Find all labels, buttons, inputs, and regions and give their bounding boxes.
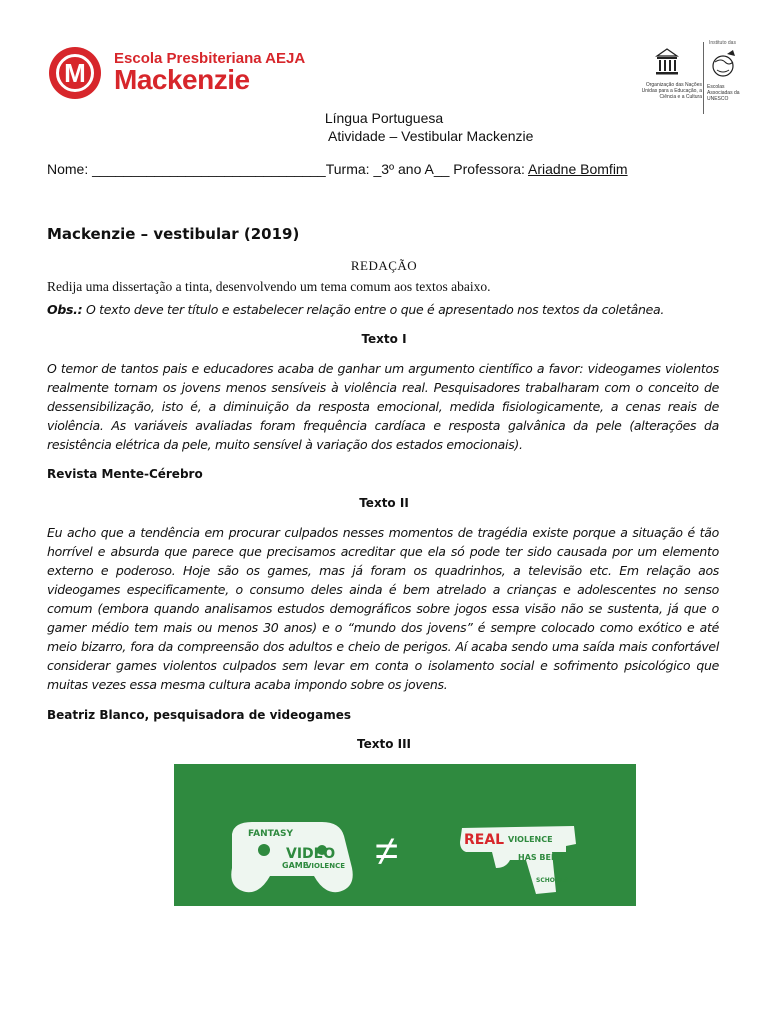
gun-word-4: SCHOOLS <box>536 877 569 884</box>
nome-field: ______________________________ <box>92 161 326 177</box>
unesco-schools-globe-icon <box>707 48 741 82</box>
controller-word-3: GAME <box>282 861 309 870</box>
obs-text <box>47 302 664 317</box>
texto2-body: Eu acho que a tendência em procurar culpados nesses momentos de tragédia existe porque a situação é tão horrível e absurda que parece que precisamos acreditar que ela só pode ter sido causada por um elemento externo e poderoso. Hoje são os games, mas já foram os quadrinhos, a televisão etc. Em relação aos videogames especificamente, o consumo deles ainda é bem atrelado a crianças e adolescentes no senso comum (embora quando analisamos estudos demográficos sobre jogos essa visão não se sustenta, já que o gamer médio tem mais ou menos 30 anos) e o “mundo dos jovens” é sempre colocado como exótico e até meio bizarro, fora da compreensão dos adultos e cheio de perigos. Aí acaba sendo uma saída mais confortável considerar games violentos culpados sem levar em conta o isolamento social e sofrimento psicológico que muitas vezes essa mesma cultura acaba impondo sobre os jovens. <box>47 525 719 692</box>
activity-title: Atividade – Vestibular Mackenzie <box>328 128 534 144</box>
controller-word-2: VIDEO <box>286 846 336 862</box>
controller-word-4: VIOLENCE <box>306 862 345 870</box>
obs-body: O texto deve ter título e estabelecer relação entre o que é apresentado nos textos da coletânea. <box>82 302 665 317</box>
gun-icon <box>460 826 576 894</box>
nome-label: Nome: <box>47 161 93 177</box>
unesco-top-text: Instituto das <box>709 40 736 46</box>
texto3-heading: Texto III <box>356 737 412 751</box>
unesco-schools-text: Escolas Associadas da UNESCO <box>707 84 740 102</box>
texto3-illustration <box>174 764 636 906</box>
mackenzie-logo-letter: M <box>56 54 94 92</box>
turma-label: Turma: <box>325 161 374 177</box>
turma-value: _3º ano A__ <box>373 161 450 177</box>
controller-word-1: FANTASY <box>248 829 294 839</box>
game-controller-icon <box>231 822 352 892</box>
school-name-line1: Escola Presbiteriana AEJA <box>114 50 306 67</box>
not-equal-symbol: ≠ <box>375 827 399 874</box>
unesco-temple-icon <box>655 48 679 78</box>
gun-word-2: VIOLENCE <box>508 835 553 844</box>
exam-heading: Mackenzie – vestibular (2019) <box>47 225 300 243</box>
texto2-source: Beatriz Blanco, pesquisadora de videogames <box>47 708 351 722</box>
obs-label: Obs.: <box>47 302 83 317</box>
texto3-image <box>174 764 636 906</box>
texto1-source: Revista Mente-Cérebro <box>47 467 203 481</box>
unesco-divider <box>703 42 704 114</box>
section-heading: REDAÇÃO <box>350 258 418 273</box>
instruction-text: Redija uma dissertação a tinta, desenvolvendo um tema comum aos textos abaixo. <box>47 279 491 294</box>
professora-value: Ariadne Bomfim <box>528 161 628 177</box>
subject-title: Língua Portuguesa <box>324 110 444 126</box>
professora-label: Professora: <box>449 161 528 177</box>
gun-word-3: HAS BEEN <box>518 853 564 862</box>
texto2-heading: Texto II <box>359 496 409 510</box>
texto1-body: O temor de tantos pais e educadores acaba de ganhar um argumento científico a favor: videogames violentos realmente tornam os jovens menos sensíveis à violência real. Pesquisadores trabalharam com o conceito de dessensibilização, isto é, a diminuição da resposta emocional, medida fisiologicamente, a cenas reais de violência. As variáveis avaliadas foram frequência cardíaca e resposta galvânica da pele (alterações da resistência elétrica da pele, muito sensível à variação dos estados emocionais). <box>47 361 719 452</box>
school-name-line2: Mackenzie <box>114 64 250 95</box>
unesco-org-text: Organização das Nações Unidas para a Educação, a Ciência e a Cultura <box>641 82 702 100</box>
student-info-line <box>47 161 628 177</box>
texto1-heading: Texto I <box>361 332 407 346</box>
gun-word-1: REAL <box>464 832 505 848</box>
